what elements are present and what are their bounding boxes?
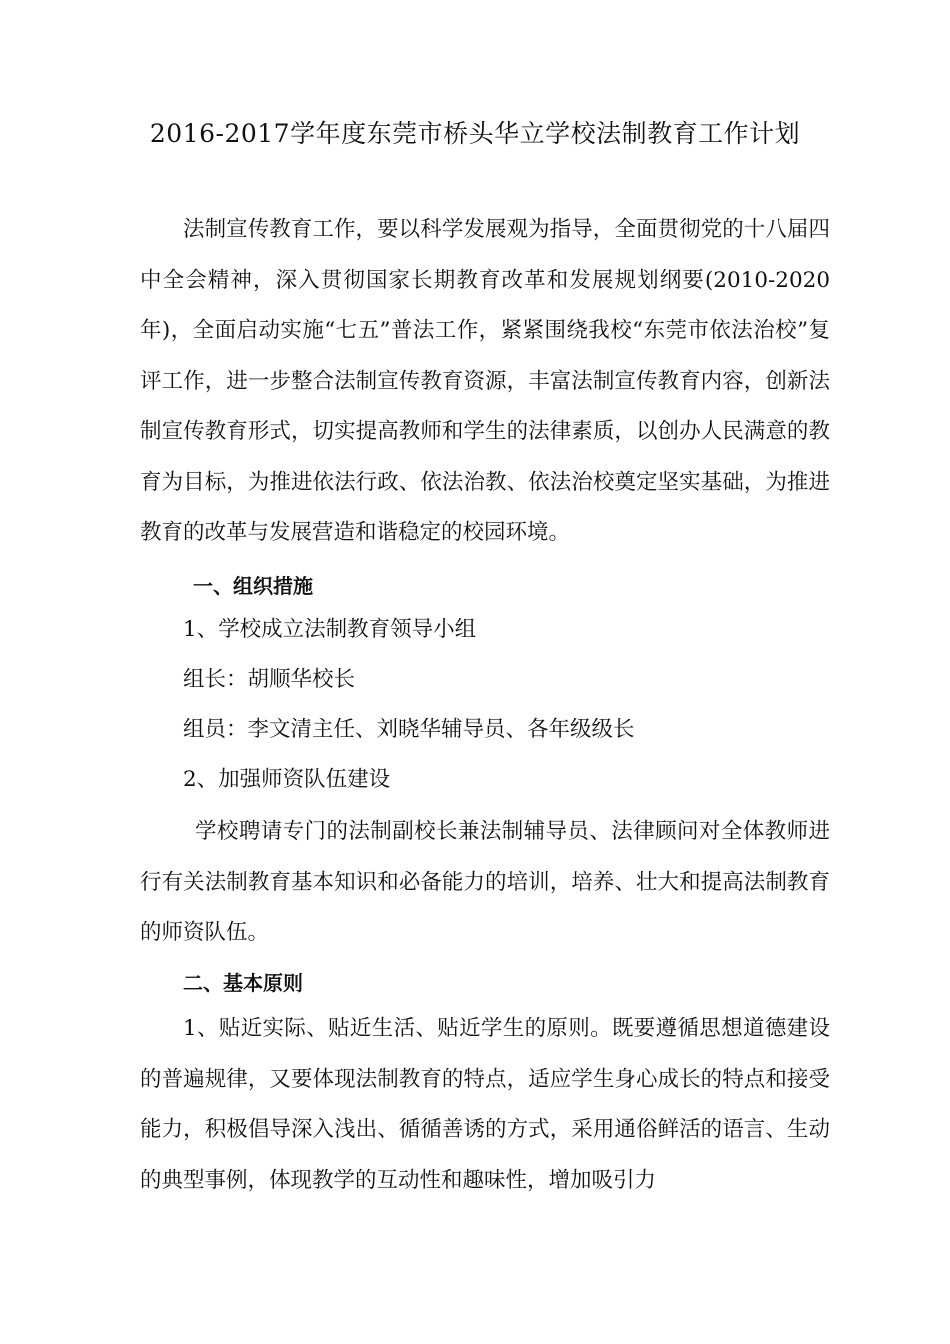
intro-paragraph: 法制宣传教育工作，要以科学发展观为指导，全面贯彻党的十八届四中全会精神，深入贯彻国家长期教育改革和发展规划纲要(2010-2020年)，全面启动实施“七五”普法工作，紧紧围绕我校“东莞市依法治校”复评工作，进一步整合法制宣传教育资源，丰富法制宣传教育内容，创新法制宣传教育形式，切实提高教师和学生的法律素质，以创办人民满意的教育为目标，为推进依法行政、依法治教、依法治校奠定坚实基础，为推进教育的改革与发展营造和谐稳定的校园环境。 <box>140 217 830 545</box>
group-leader-line: 组长：胡顺华校长 <box>183 667 356 692</box>
item-leadership-group: 1、学校成立法制教育领导小组 <box>183 617 477 642</box>
section-heading-principles: 二、基本原则 <box>183 971 303 995</box>
principle-1-paragraph: 1、贴近实际、贴近生活、贴近学生的原则。既要遵循思想道德建设的普遍规律，又要体现法制教育的特点，适应学生身心成长的特点和接受能力，积极倡导深入浅出、循循善诱的方式，采用通俗鲜活的语言、生动的典型事例，体现教学的互动性和趣味性，增加吸引力 <box>140 1016 830 1193</box>
group-members-line: 组员：李文清主任、刘晓华辅导员、各年级级长 <box>183 717 635 742</box>
section-heading-organization: 一、组织措施 <box>193 574 313 598</box>
item-teacher-training: 2、加强师资队伍建设 <box>183 767 391 792</box>
teacher-training-paragraph: 学校聘请专门的法制副校长兼法制辅导员、法律顾问对全体教师进行有关法制教育基本知识和必备能力的培训，培养、壮大和提高法制教育的师资队伍。 <box>140 819 830 945</box>
document-title: 2016-2017学年度东莞市桥头华立学校法制教育工作计划 <box>149 119 801 148</box>
